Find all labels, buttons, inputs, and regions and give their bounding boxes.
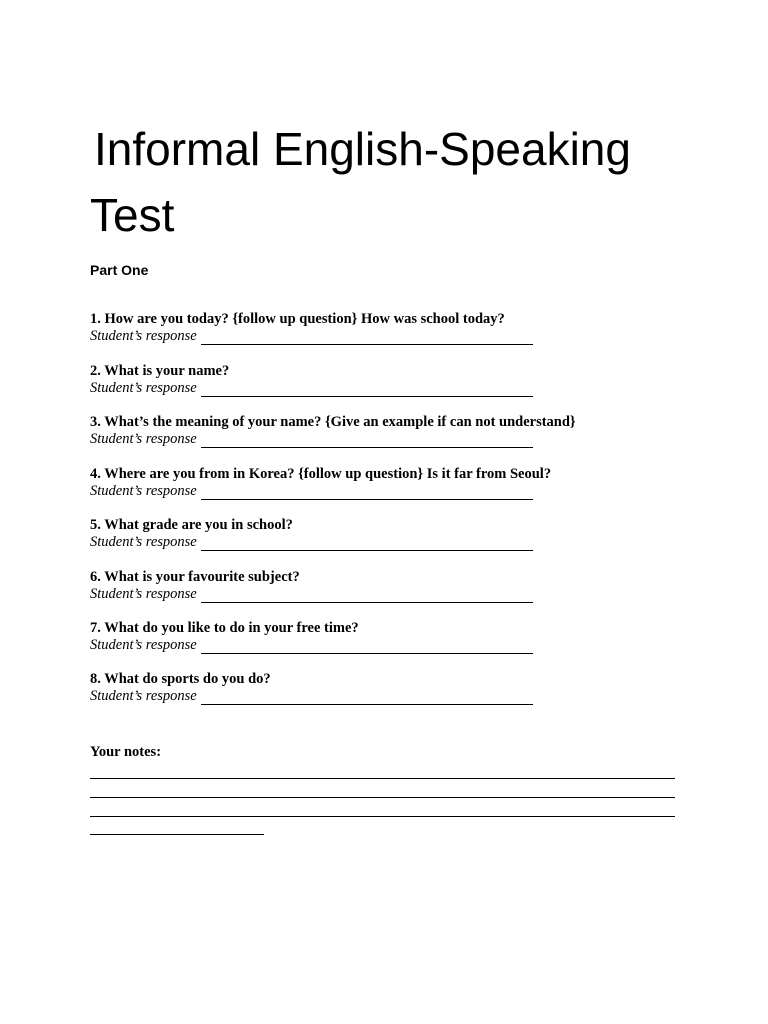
response-label: Student’s response [90, 688, 197, 704]
response-row [90, 637, 710, 654]
response-row [90, 431, 710, 448]
response-row [90, 586, 710, 603]
response-row [90, 328, 710, 345]
question-text: 3. What’s the meaning of your name? {Give an example if can not understand} [90, 414, 576, 430]
response-label: Student’s response [90, 534, 197, 550]
question-text: 8. What do sports do you do? [90, 671, 271, 687]
question-text: 1. How are you today? {follow up question} How was school today? [90, 311, 505, 327]
notes-label: Your notes: [90, 744, 162, 760]
response-row [90, 483, 710, 500]
response-blank-line[interactable] [201, 331, 533, 345]
document-title [90, 116, 690, 248]
response-blank-line[interactable] [201, 434, 533, 448]
title-line-2: Test [90, 189, 175, 241]
response-blank-line[interactable] [201, 383, 533, 397]
question-item [90, 620, 710, 654]
question-item [90, 671, 710, 705]
question-item [90, 466, 710, 500]
response-row [90, 688, 710, 705]
response-label: Student’s response [90, 328, 197, 344]
response-label: Student’s response [90, 431, 197, 447]
response-row [90, 534, 710, 551]
notes-line[interactable] [90, 834, 264, 835]
question-text: 4. Where are you from in Korea? {follow up question} Is it far from Seoul? [90, 466, 552, 482]
question-item [90, 414, 710, 448]
notes-line[interactable] [90, 778, 675, 779]
question-text: 5. What grade are you in school? [90, 517, 293, 533]
response-blank-line[interactable] [201, 537, 533, 551]
section-heading: Part One [90, 262, 149, 278]
question-text: 2. What is your name? [90, 363, 230, 379]
response-row [90, 380, 710, 397]
response-label: Student’s response [90, 380, 197, 396]
notes-line[interactable] [90, 816, 675, 817]
response-blank-line[interactable] [201, 486, 533, 500]
response-blank-line[interactable] [201, 691, 533, 705]
question-text: 6. What is your favourite subject? [90, 569, 300, 585]
title-line-1: Informal English-Speaking [94, 123, 631, 175]
response-label: Student’s response [90, 586, 197, 602]
response-label: Student’s response [90, 483, 197, 499]
question-item [90, 311, 710, 345]
response-blank-line[interactable] [201, 640, 533, 654]
question-item [90, 517, 710, 551]
response-blank-line[interactable] [201, 589, 533, 603]
question-item [90, 363, 710, 397]
notes-line[interactable] [90, 797, 675, 798]
question-item [90, 569, 710, 603]
question-text: 7. What do you like to do in your free time? [90, 620, 359, 636]
response-label: Student’s response [90, 637, 197, 653]
